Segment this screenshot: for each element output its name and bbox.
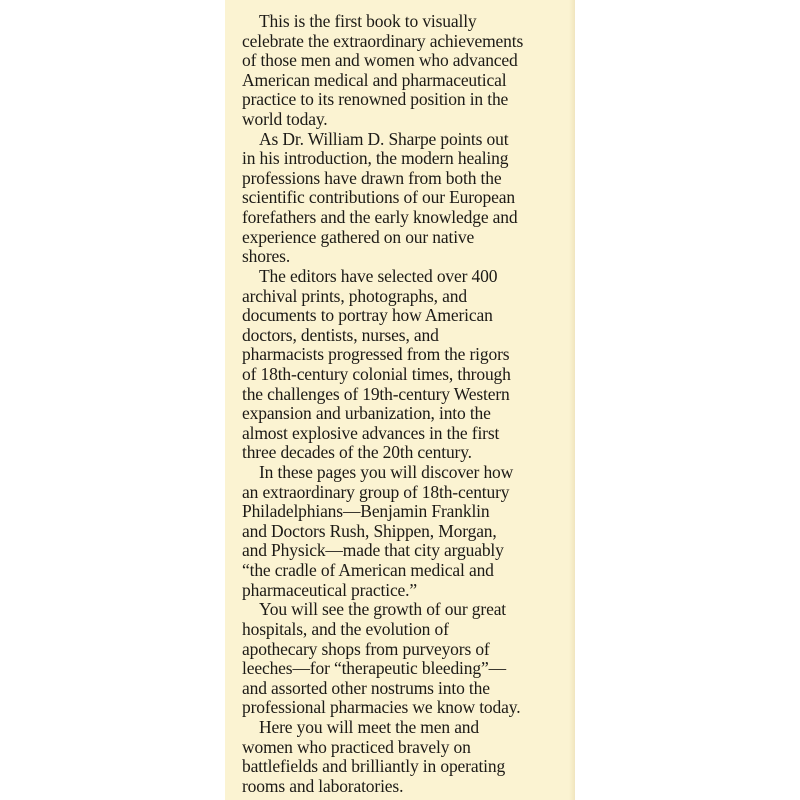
text-line: Here you will meet the men and	[259, 716, 480, 737]
text-line: You will see the growth of our great	[259, 599, 507, 620]
paragraph-1	[242, 12, 572, 130]
text-line: Philadelphians—Benjamin Franklin	[242, 501, 490, 522]
paragraph-3	[242, 267, 572, 463]
text-line: in his introduction, the modern healing	[242, 148, 509, 169]
text-line: expansion and urbanization, into the	[242, 403, 491, 424]
paragraph-6	[242, 718, 572, 796]
paragraph-4	[242, 463, 572, 600]
text-line: and Physick—made that city arguably	[242, 540, 504, 561]
text-line: of 18th-century colonial times, through	[242, 363, 511, 384]
text-line: pharmacists progressed from the rigors	[242, 344, 510, 365]
text-line: professional pharmacies we know today.	[242, 697, 521, 718]
text-line: professions have drawn from both the	[242, 167, 502, 188]
text-line: almost explosive advances in the first	[242, 422, 500, 443]
text-line: As Dr. William D. Sharpe points out	[259, 128, 509, 149]
text-line: archival prints, photographs, and	[242, 285, 467, 306]
text-line: world today.	[242, 109, 328, 130]
text-line: This is the first book to visually	[259, 11, 477, 31]
text-line: rooms and laboratories.	[242, 775, 404, 796]
text-line: American medical and pharmaceutical	[242, 69, 507, 90]
text-line: The editors have selected over 400	[259, 265, 498, 286]
text-line: women who practiced bravely on	[242, 736, 471, 757]
text-line: experience gathered on our native	[242, 226, 475, 247]
text-line: three decades of the 20th century.	[242, 442, 472, 463]
text-line: pharmaceutical practice.”	[242, 579, 418, 600]
text-line: and Doctors Rush, Shippen, Morgan,	[242, 520, 497, 541]
book-flap-text-column	[225, 0, 575, 800]
text-line: hospitals, and the evolution of	[242, 618, 449, 639]
text-line: and assorted other nostrums into the	[242, 677, 490, 698]
text-line: apothecary shops from purveyors of	[242, 638, 490, 659]
text-line: doctors, dentists, nurses, and	[242, 324, 439, 345]
text-line: scientific contributions of our European	[242, 187, 515, 208]
text-line: an extraordinary group of 18th-century	[242, 481, 510, 502]
text-line: leeches—for “therapeutic bleeding”—	[242, 658, 506, 679]
paragraph-2	[242, 130, 572, 267]
text-line: “the cradle of American medical and	[242, 560, 494, 581]
text-line: practice to its renowned position in the	[242, 89, 509, 110]
text-line: battlefields and brilliantly in operating	[242, 756, 506, 777]
body-text	[242, 12, 572, 796]
text-line: celebrate the extraordinary achievements	[242, 30, 524, 51]
text-line: the challenges of 19th-century Western	[242, 383, 510, 404]
text-line: forefathers and the early knowledge and	[242, 207, 518, 228]
text-line: documents to portray how American	[242, 305, 493, 326]
paragraph-5	[242, 600, 572, 718]
text-line: In these pages you will discover how	[259, 462, 514, 483]
text-line: shores.	[242, 246, 291, 267]
text-line: of those men and women who advanced	[242, 50, 518, 71]
